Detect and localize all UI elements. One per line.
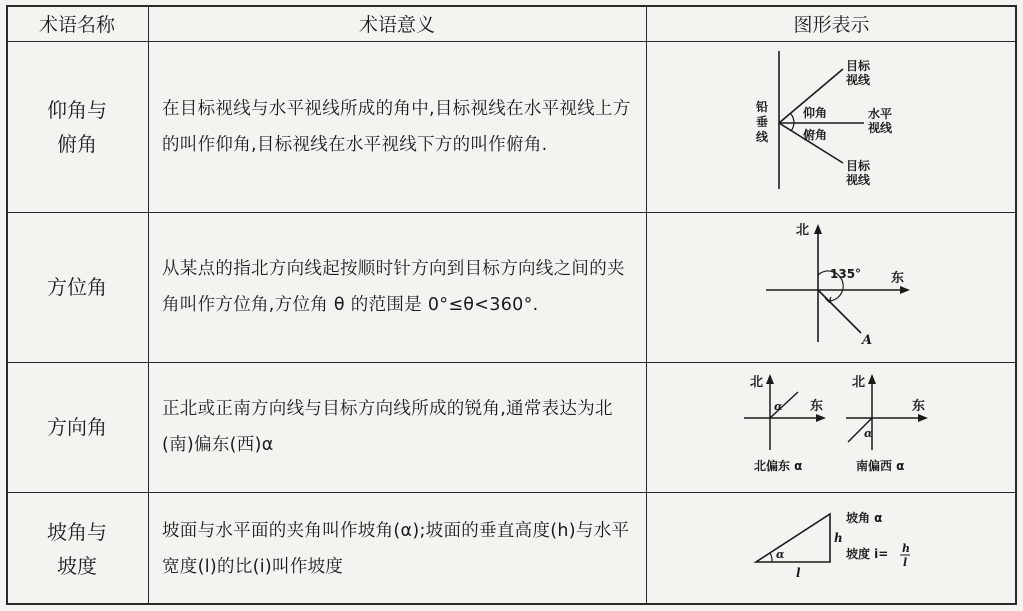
row-name-slope — [6, 492, 148, 605]
depression-arc — [791, 123, 794, 131]
horizontal-label-2: 视线 — [868, 121, 893, 135]
term-name: 坡角与坡度 — [47, 519, 107, 578]
right-caption: 南偏西 α — [856, 459, 905, 473]
figure-bearing — [646, 212, 1017, 362]
bearing-diagram — [646, 212, 1017, 362]
upper-line-label-2: 视线 — [846, 73, 871, 87]
plumb-label-1: 铅 — [756, 100, 769, 114]
north-label: 北 — [796, 223, 810, 238]
right-alpha: α — [864, 427, 873, 440]
terms-table — [6, 5, 1017, 605]
left-north-arrow — [766, 374, 774, 384]
horizontal-label-1: 水平 — [868, 107, 893, 121]
left-east-label: 东 — [810, 399, 824, 414]
ratio-denominator: l — [903, 556, 908, 569]
header-term-name: 术语名称 — [38, 13, 115, 36]
row-meaning-slope: 坡面与水平面的夹角叫作坡角(α);坡面的垂直高度(h)与水平宽度(l)的比(i)叫作坡度 — [162, 520, 630, 577]
slope-ratio-caption: 坡度 i= — [846, 547, 889, 561]
figure-slope — [646, 492, 1017, 605]
term-name: 仰角与俯角 — [47, 97, 107, 156]
slope-alpha: α — [776, 548, 785, 561]
slope-angle-caption: 坡角 α — [846, 511, 883, 525]
right-north-arrow — [868, 374, 876, 384]
left-north-label: 北 — [750, 375, 764, 390]
figure-elevation-depression — [646, 41, 1017, 212]
figure-direction-angle — [646, 362, 1017, 492]
row-meaning-elevation-depression: 在目标视线与水平视线所成的角中,目标视线在水平视线上方的叫作仰角,目标视线在水平视线下方的叫作俯角. — [162, 98, 631, 155]
slope-length-label: l — [796, 566, 801, 580]
east-label: 东 — [891, 271, 905, 286]
header-term-meaning: 术语意义 — [358, 13, 435, 36]
bearing-angle-label: 135° — [830, 267, 862, 281]
ratio-numerator: h — [902, 542, 910, 555]
row-meaning-bearing: 从某点的指北方向线起按顺时针方向到目标方向线之间的夹角叫作方位角,方位角 θ 的范围是 0°≤θ<360°. — [162, 259, 625, 315]
direction-angle-diagram — [646, 362, 1017, 492]
right-north-label: 北 — [852, 375, 866, 390]
plumb-label-3: 线 — [756, 130, 769, 144]
left-alpha: α — [774, 400, 783, 413]
north-arrow — [814, 224, 822, 234]
elevation-arc — [791, 114, 794, 123]
elevation-depression-diagram — [646, 41, 1017, 212]
row-name-direction-angle — [6, 362, 148, 492]
slope-diagram — [646, 492, 1017, 605]
row-name-bearing — [6, 212, 148, 362]
slope-angle-arc — [770, 553, 772, 562]
header-figure: 图形表示 — [793, 13, 870, 36]
row-name-elevation-depression — [6, 41, 148, 212]
elevation-angle-label: 仰角 — [803, 106, 828, 120]
slope-triangle — [756, 514, 830, 562]
right-east-label: 东 — [912, 399, 926, 414]
lower-line-label-2: 视线 — [846, 173, 871, 187]
right-east-arrow — [918, 414, 928, 422]
slope-height-label: h — [834, 531, 843, 545]
term-name: 方位角 — [47, 275, 107, 299]
row-meaning-direction-angle: 正北或正南方向线与目标方向线所成的锐角,通常表达为北(南)偏东(西)α — [162, 399, 613, 455]
plumb-label-2: 垂 — [756, 115, 769, 129]
left-east-arrow — [816, 414, 826, 422]
east-arrow — [900, 286, 910, 294]
depression-angle-label: 俯角 — [803, 128, 828, 142]
lower-line-label-1: 目标 — [846, 159, 871, 173]
point-a-label: A — [862, 333, 873, 348]
term-name: 方向角 — [47, 415, 107, 439]
left-caption: 北偏东 α — [754, 459, 803, 473]
upper-line-label-1: 目标 — [846, 59, 871, 73]
